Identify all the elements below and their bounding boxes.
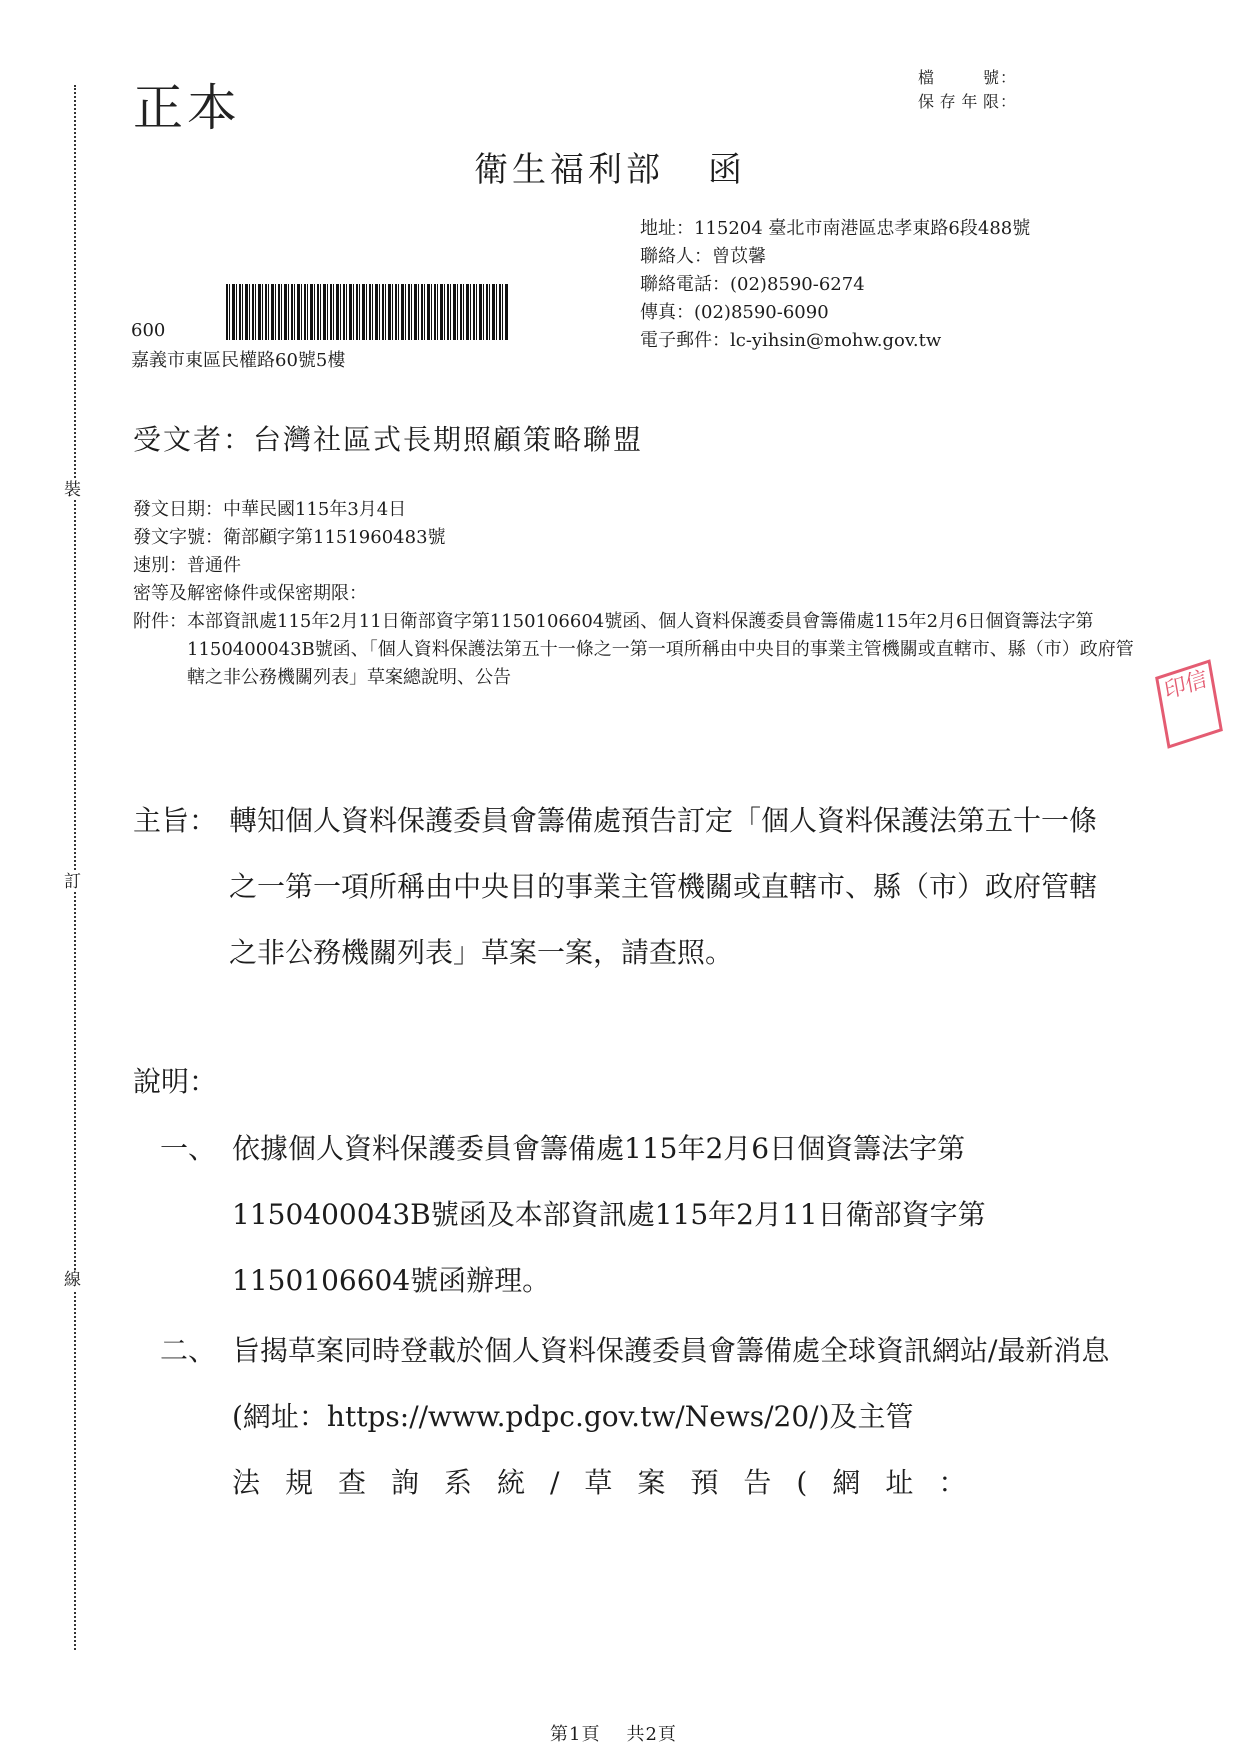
agency-name: 衛生福利部 xyxy=(474,150,664,190)
contact-person: 聯絡人：曾苡馨 xyxy=(640,246,766,267)
document-title xyxy=(474,142,746,191)
confidentiality: 密等及解密條件或保密期限： xyxy=(133,583,367,604)
recipient: 受文者：台灣社區式長期照顧策略聯盟 xyxy=(133,423,644,456)
subject-label: 主旨： xyxy=(133,804,218,837)
item-text-lines: 旨揭草案同時登載於個人資料保護委員會籌備處全球資訊網站/最新消息(網址：https://www.pdpc.gov.tw/News/20/)及主管 xyxy=(232,1334,1110,1433)
delivery-speed: 速別：普通件 xyxy=(133,555,241,576)
barcode xyxy=(226,284,508,340)
red-seal-stamp: 印信 xyxy=(1155,659,1223,749)
file-number-label: 檔號 xyxy=(918,68,1000,87)
issue-date: 發文日期：中華民國115年3月4日 xyxy=(133,499,407,520)
item-number: 二、 xyxy=(160,1334,217,1367)
document-number: 發文字號：衛部顧字第1151960483號 xyxy=(133,527,446,548)
file-number-row: 檔號 ： xyxy=(918,66,1017,90)
item-number: 一、 xyxy=(160,1132,217,1165)
item-text xyxy=(232,1318,1120,1516)
explanation-item-2 xyxy=(160,1318,1118,1499)
binding-dotted-line xyxy=(74,85,76,1650)
page-total: 共2頁 xyxy=(626,1724,677,1745)
item-text: 依據個人資料保護委員會籌備處115年2月6日個資籌法字第1150400043B號函及本部資訊處115年2月11日衛部資字第1150106604號函辦理。 xyxy=(232,1132,986,1297)
binding-mark-xian: 線 xyxy=(64,1270,81,1290)
page-number: 第1頁 xyxy=(550,1724,601,1745)
document-meta xyxy=(133,496,1142,692)
contact-phone: 聯絡電話：(02)8590-6274 xyxy=(640,274,865,295)
contact-block xyxy=(640,215,1030,355)
mailing-address: 嘉義市東區民權路60號5樓 xyxy=(131,350,346,371)
retention-label: 保存年限 xyxy=(918,92,1000,111)
explanation-item-1 xyxy=(160,1116,1118,1297)
attachments xyxy=(133,608,1142,692)
page-footer xyxy=(550,1720,677,1746)
subject-text: 轉知個人資料保護委員會籌備處預告訂定「個人資料保護法第五十一條之一第一項所稱由中央目的事業主管機關或直轄市、縣（市）政府管轄之非公務機關列表」草案一案，請查照。 xyxy=(229,804,1098,969)
item-text-last-line: 法規查詢系統/草案預告(網址： xyxy=(232,1466,992,1499)
contact-address: 地址：115204 臺北市南港區忠孝東路6段488號 xyxy=(640,218,1031,239)
contact-email: 電子郵件：lc-yihsin@mohw.gov.tw xyxy=(640,330,942,351)
attachment-text: 本部資訊處115年2月11日衛部資字第1150106604號函、個人資料保護委員會籌備處115年2月6日個資籌法字第1150400043B號函、「個人資料保護法第五十一條之一第一項所稱由中央目的事業主管機關或直轄市、縣（市）政府管轄之非公務機關列表」草案總說明、公告 xyxy=(187,611,1134,688)
contact-fax: 傳真：(02)8590-6090 xyxy=(640,302,829,323)
file-meta xyxy=(918,66,1017,114)
binding-mark-ding: 訂 xyxy=(64,872,81,892)
explanation-label: 說明： xyxy=(133,1065,218,1098)
retention-row: 保存年限 ： xyxy=(918,90,1017,114)
mailing-zip: 600 xyxy=(131,320,166,341)
binding-mark-zhuang: 裝 xyxy=(64,480,81,500)
attachment-label: 附件： xyxy=(133,611,187,632)
copy-mark: 正本 xyxy=(133,79,241,137)
subject-section xyxy=(133,788,1118,969)
document-type: 函 xyxy=(708,150,746,190)
